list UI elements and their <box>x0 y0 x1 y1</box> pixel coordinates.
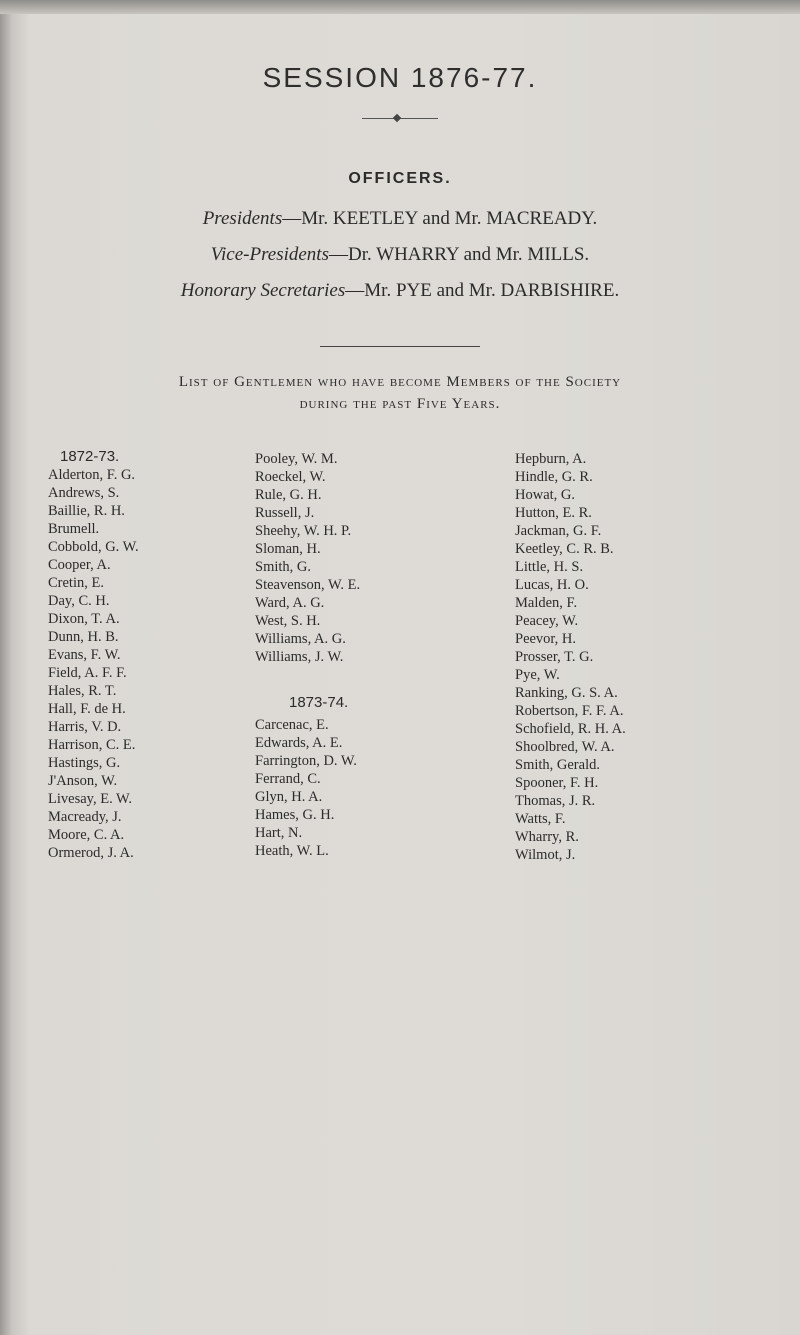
member-name: Pooley, W. M. <box>255 451 338 467</box>
member-name: Watts, F. <box>515 811 566 827</box>
member-name: Rule, G. H. <box>255 487 322 503</box>
member-name: Ferrand, C. <box>255 771 321 787</box>
vice-presidents-role: Vice-Presidents <box>210 244 329 265</box>
member-name: Heath, W. L. <box>255 843 329 859</box>
member-name: Macready, J. <box>48 809 122 825</box>
member-name: Andrews, S. <box>48 485 120 501</box>
member-name: Wharry, R. <box>515 829 579 845</box>
member-name: Ward, A. G. <box>255 595 325 611</box>
member-name: Hall, F. de H. <box>48 701 126 717</box>
member-column-2 <box>255 450 360 860</box>
member-list-1872-73 <box>48 466 139 862</box>
officers-heading: OFFICERS. <box>348 170 452 187</box>
member-name: Thomas, J. R. <box>515 793 596 809</box>
member-name: Glyn, H. A. <box>255 789 323 805</box>
member-name: Hart, N. <box>255 825 303 841</box>
member-name: Robertson, F. F. A. <box>515 703 624 719</box>
session-title: SESSION 1876-77. <box>262 62 538 93</box>
member-name: Lucas, H. O. <box>515 577 589 593</box>
member-name: Ormerod, J. A. <box>48 845 134 861</box>
member-name: Sheehy, W. H. P. <box>255 523 352 539</box>
member-name: Cobbold, G. W. <box>48 539 139 555</box>
presidents-line <box>0 208 800 230</box>
member-name: Sloman, H. <box>255 541 321 557</box>
member-name: Field, A. F. F. <box>48 665 127 681</box>
member-name: Carcenac, E. <box>255 717 329 733</box>
member-name: Pye, W. <box>515 667 560 683</box>
secretaries-names: —Mr. PYE and Mr. DARBISHIRE. <box>345 280 620 301</box>
member-name: Edwards, A. E. <box>255 735 343 751</box>
member-column-1 <box>48 448 139 862</box>
member-name: Russell, J. <box>255 505 315 521</box>
members-list-subheading: during the past Five Years. <box>299 396 501 412</box>
secretaries-line <box>0 280 800 302</box>
member-name: Cretin, E. <box>48 575 104 591</box>
member-name: Jackman, G. F. <box>515 523 602 539</box>
member-name: Shoolbred, W. A. <box>515 739 615 755</box>
member-name: Hepburn, A. <box>515 451 587 467</box>
member-name: Williams, A. G. <box>255 631 346 647</box>
member-name: Keetley, C. R. B. <box>515 541 614 557</box>
member-name: Hindle, G. R. <box>515 469 593 485</box>
member-name: Howat, G. <box>515 487 576 503</box>
member-name: Cooper, A. <box>48 557 111 573</box>
member-name: Hales, R. T. <box>48 683 117 699</box>
year-heading-1872-73: 1872-73. <box>60 448 120 465</box>
member-name: Livesay, E. W. <box>48 791 133 807</box>
section-rule <box>320 346 480 347</box>
member-name: Williams, J. W. <box>255 649 344 665</box>
member-name: Harrison, C. E. <box>48 737 136 753</box>
member-name: Peevor, H. <box>515 631 577 647</box>
member-name: Steavenson, W. E. <box>255 577 361 593</box>
member-name: Day, C. H. <box>48 593 110 609</box>
member-name: Roeckel, W. <box>255 469 326 485</box>
member-name: Brumell. <box>48 521 100 537</box>
secretaries-role: Honorary Secretaries <box>180 280 346 301</box>
member-column-3 <box>515 450 626 864</box>
vice-presidents-line <box>0 244 800 266</box>
member-name: Moore, C. A. <box>48 827 125 843</box>
member-name: Farrington, D. W. <box>255 753 357 769</box>
member-name: Harris, V. D. <box>48 719 122 735</box>
presidents-role: Presidents <box>202 208 283 229</box>
member-name: Prosser, T. G. <box>515 649 594 665</box>
member-name: West, S. H. <box>255 613 321 629</box>
member-name: Smith, Gerald. <box>515 757 600 773</box>
members-list-heading: List of Gentlemen who have become Members of the Society <box>178 374 622 390</box>
member-name: Ranking, G. S. A. <box>515 685 618 701</box>
member-name: J'Anson, W. <box>48 773 118 789</box>
year-heading-1873-74: 1873-74. <box>289 694 349 711</box>
member-name: Hames, G. H. <box>255 807 335 823</box>
member-list-1872-73-cont <box>255 450 360 666</box>
member-name: Baillie, R. H. <box>48 503 125 519</box>
vice-presidents-names: —Dr. WHARRY and Mr. MILLS. <box>328 244 590 265</box>
member-name: Hastings, G. <box>48 755 121 771</box>
member-name: Wilmot, J. <box>515 847 576 863</box>
member-name: Malden, F. <box>515 595 578 611</box>
presidents-names: —Mr. KEETLEY and Mr. MACREADY. <box>282 208 598 229</box>
member-name: Alderton, F. G. <box>48 467 136 483</box>
member-name: Peacey, W. <box>515 613 579 629</box>
member-list-1873-74-cont <box>515 450 626 864</box>
member-name: Smith, G. <box>255 559 311 575</box>
member-name: Hutton, E. R. <box>515 505 592 521</box>
member-list-1873-74 <box>255 716 360 860</box>
member-name: Dunn, H. B. <box>48 629 119 645</box>
ornament-divider <box>362 118 438 119</box>
member-name: Dixon, T. A. <box>48 611 120 627</box>
member-name: Schofield, R. H. A. <box>515 721 626 737</box>
member-name: Evans, F. W. <box>48 647 121 663</box>
member-name: Little, H. S. <box>515 559 584 575</box>
member-name: Spooner, F. H. <box>515 775 599 791</box>
